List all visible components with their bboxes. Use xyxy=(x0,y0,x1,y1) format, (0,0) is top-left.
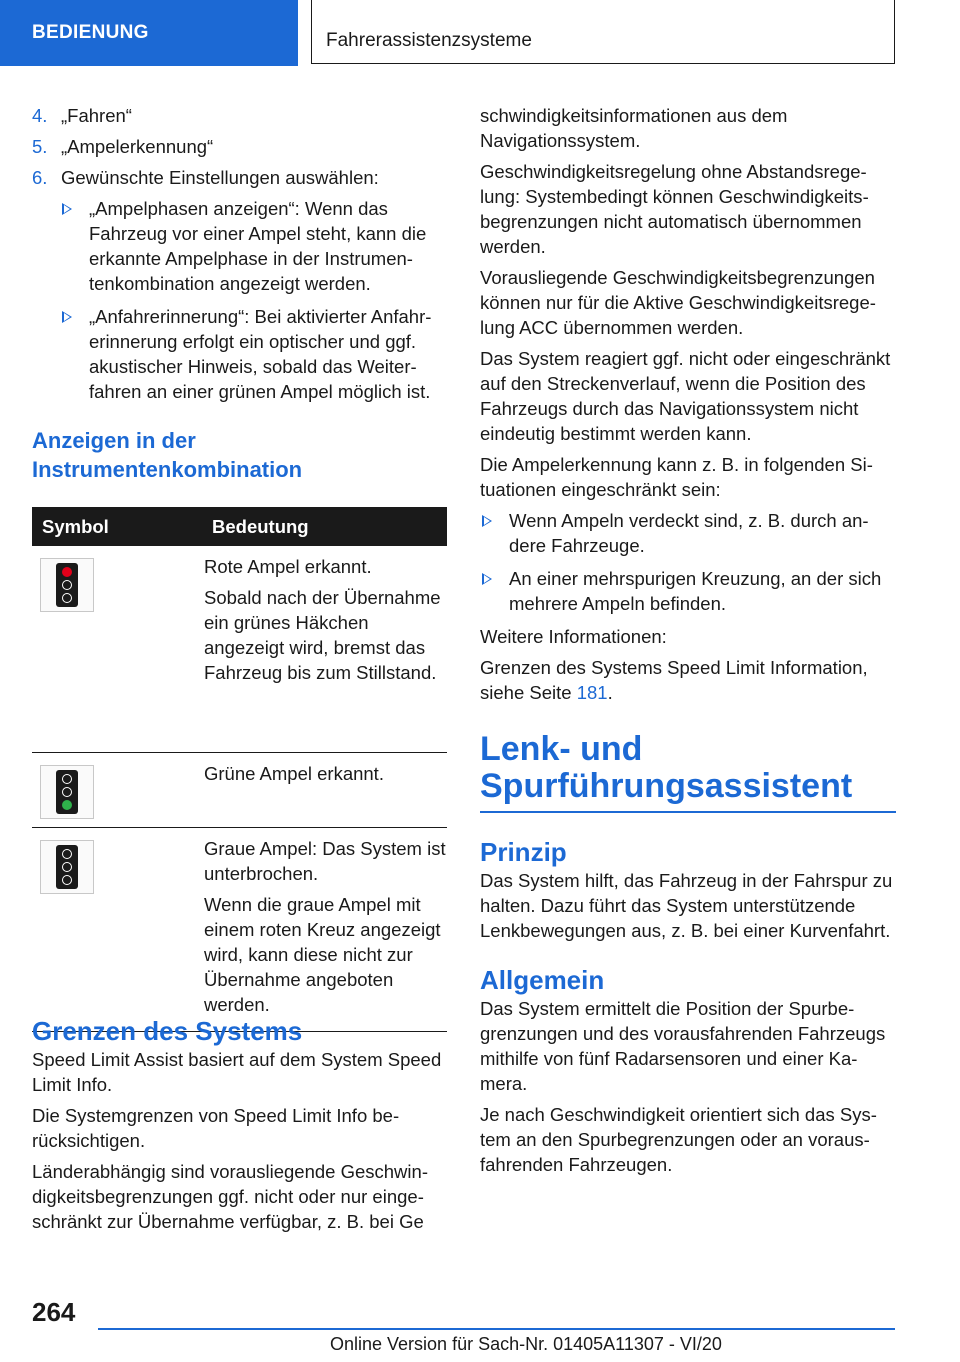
page-number: 264 xyxy=(32,1297,76,1327)
col-meaning: Bedeutung xyxy=(204,507,447,546)
step-text: „Ampelerkennung“ xyxy=(61,136,214,157)
general-heading: Allgemein xyxy=(480,965,605,995)
paragraph: Speed Limit Assist basiert auf dem System Speed Limit Info. xyxy=(32,1049,442,1095)
right-column xyxy=(480,103,896,1183)
paragraph: Länderabhängig sind vorausliegende Geschwindigkeitsbegrenzungen ggf. nicht oder nur eingeschränkt zur Übernahme verfügbar, z. B. bei Ge xyxy=(32,1161,428,1232)
paragraph: Die Systemgrenzen von Speed Limit Info berücksichtigen. xyxy=(32,1105,400,1151)
bullet-text: „Ampelphasen anzeigen“: Wenn das Fahrzeug vor einer Ampel steht, kann die erkannte Ampelphase in der Instrumentenkombination angezeigt werden. xyxy=(89,198,427,294)
display-heading: Anzeigen in der Instrumentenkombination xyxy=(32,428,303,482)
step-number: 5. xyxy=(32,136,48,157)
bullet-text: An einer mehrspurigen Kreuzung, an der sich mehrere Ampeln befinden. xyxy=(509,568,882,614)
paragraph: Geschwindigkeitsregelung ohne Abstandsregelung: Systembedingt können Geschwindigkeitsbegrenzungen nicht automatisch übernommen werden. xyxy=(480,161,869,257)
bullet-item xyxy=(480,566,896,616)
page-reference: Grenzen des Systems Speed Limit Information, siehe Seite 181. xyxy=(480,657,868,703)
meaning-text: Graue Ampel: Das System ist unterbrochen. xyxy=(204,838,446,884)
section-tab: BEDIENUNG xyxy=(0,0,298,66)
traffic-light-green-icon xyxy=(40,765,94,819)
col-symbol: Symbol xyxy=(32,507,204,546)
chapter-title: Lenk- und Spurführungsassistent xyxy=(480,730,853,805)
table-row xyxy=(32,828,447,1032)
table-row xyxy=(32,546,447,753)
paragraph: Weitere Informationen: xyxy=(480,626,667,647)
bullet-item xyxy=(32,304,447,404)
paragraph: Die Ampelerkennung kann z. B. in folgenden Situationen eingeschränkt sein: xyxy=(480,454,873,500)
paragraph: Das System ermittelt die Position der Spurbegrenzungen und des vorausfahrenden Fahrzeugs mithilfe von fünf Radarsensoren und einer Kamera. xyxy=(480,998,886,1094)
step-item xyxy=(32,134,447,159)
traffic-light-red-icon xyxy=(40,558,94,612)
left-column xyxy=(32,103,447,484)
footer-online-version: Online Version für Sach-Nr. 01405A11307 - VI/20 xyxy=(330,1334,722,1354)
page-header xyxy=(0,0,960,66)
table-header-row xyxy=(32,507,447,546)
paragraph: schwindigkeitsinformationen aus dem Navigationssystem. xyxy=(480,105,788,151)
step-item xyxy=(32,165,447,190)
paragraph: Das System reagiert ggf. nicht oder eingeschränkt auf den Streckenverlauf, wenn die Position des Fahrzeugs durch das Navigationssystem nicht eindeutig bestimmt werden kann. xyxy=(480,348,891,444)
bullet-item xyxy=(480,508,896,558)
step-number: 6. xyxy=(32,167,48,188)
step-text: Gewünschte Einstellungen auswählen: xyxy=(61,167,379,188)
page-link[interactable]: 181 xyxy=(576,682,608,703)
footer-divider xyxy=(98,1328,895,1330)
meaning-text: Grüne Ampel erkannt. xyxy=(204,763,384,784)
paragraph: Vorausliegende Geschwindigkeitsbegrenzungen können nur für die Aktive Geschwindigkeitsregelung ACC übernommen werden. xyxy=(480,267,876,338)
step-item xyxy=(32,103,447,128)
bullet-text: Wenn Ampeln verdeckt sind, z. B. durch andere Fahrzeuge. xyxy=(509,510,869,556)
limits-heading: Grenzen des Systems xyxy=(32,1016,303,1046)
chapter-tab: Fahrerassistenzsysteme xyxy=(311,0,895,64)
meaning-text: Sobald nach der Übernahme ein grünes Häkchen angezeigt wird, bremst das Fahrzeug bis zum Stillstand. xyxy=(204,587,441,683)
limits-section xyxy=(32,1016,447,1240)
table-row xyxy=(32,753,447,828)
step-text: „Fahren“ xyxy=(61,105,132,126)
meaning-text: Wenn die graue Ampel mit einem roten Kreuz angezeigt wird, kann diese nicht zur Übernahme angeboten werden. xyxy=(204,894,441,1015)
bullet-item xyxy=(32,196,447,296)
bullet-text: „Anfahrerinnerung“: Bei aktivierter Anfahrerinnerung erfolgt ein optischer und ggf. akustischer Hinweis, sobald das Weiterfahren an einer grünen Ampel möglich ist. xyxy=(89,306,432,402)
symbol-table xyxy=(32,507,447,1032)
meaning-text: Rote Ampel erkannt. xyxy=(204,556,372,577)
principle-heading: Prinzip xyxy=(480,837,567,867)
title-underline xyxy=(480,811,896,813)
step-number: 4. xyxy=(32,105,48,126)
paragraph: Je nach Geschwindigkeit orientiert sich das System an den Spurbegrenzungen oder an vorausfahrenden Fahrzeugen. xyxy=(480,1104,877,1175)
paragraph: Das System hilft, das Fahrzeug in der Fahrspur zu halten. Dazu führt das System unterstützende Lenkbewegungen aus, z. B. bei einer Kurvenfahrt. xyxy=(480,870,893,941)
traffic-light-grey-icon xyxy=(40,840,94,894)
